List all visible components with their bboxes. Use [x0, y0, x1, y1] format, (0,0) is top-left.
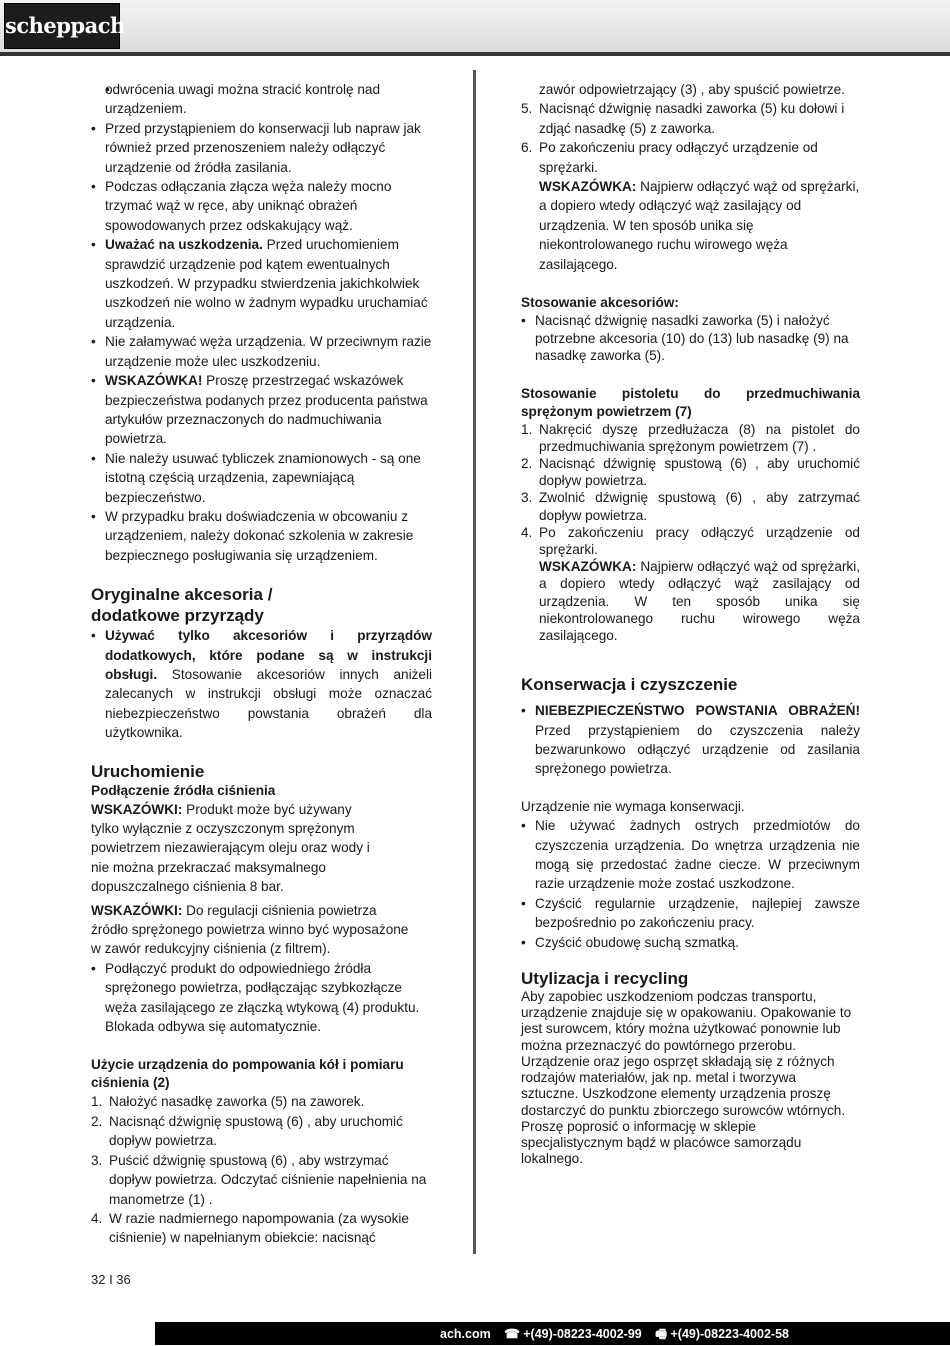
source-heading: Podłączenie źródła ciśnienia: [91, 782, 276, 798]
list-item: • Podczas odłączania złącza węża należy mocno trzymać wąż w ręce, aby uniknąć obrażeń spowodowanych przez odskakujący wąż.: [91, 177, 432, 235]
footer-website[interactable]: ach.com: [440, 1327, 491, 1341]
step-item: 6. Po zakończeniu pracy odłączyć urządzenie od sprężarki.: [521, 138, 860, 177]
gun-note: WSKAZÓWKA: Najpierw odłączyć wąż od sprężarki, a dopiero wtedy odłączyć wąż zasilający od urządzenia. W ten sposób unika się niekontrolowanego ruchu wirowego węża zasilającego.: [539, 559, 860, 643]
list-item: • Nacisnąć dźwignię nasadki zaworka (5) i nałożyć potrzebne akcesoria (10) do (13) lub nasadkę (9) na nasadkę zaworka (5).: [521, 312, 860, 365]
list-item: • Czyścić regularnie urządzenie, najlepiej zawsze bezpośrednio po zakończeniu pracy.: [521, 894, 860, 933]
list-item: • Czyścić obudowę suchą szmatką.: [521, 933, 860, 952]
tyres-steps-continued: [521, 99, 860, 177]
footer-phone: ☎ +(49)-08223-4002-99: [504, 1327, 642, 1341]
safety-list-2: [91, 119, 432, 565]
accessories-heading: Oryginalne akcesoria / dodatkowe przyrządy: [91, 585, 273, 626]
gun-heading: Stosowanie pistoletu do przedmuchiwania sprężonym powietrzem (7): [521, 385, 860, 419]
step-item: 2. Nacisnąć dźwignię spustową (6) , aby uruchomić dopływ powietrza.: [521, 455, 860, 489]
list-item: • WSKAZÓWKA! Proszę przestrzegać wskazówek bezpieczeństwa podanych przez producenta państwa artykułów przeznaczonych do nadmuchiwania powietrza.: [91, 371, 432, 449]
step-4-continued: zawór odpowietrzający (3) , aby spuścić powietrze.: [539, 82, 845, 97]
step-item: 1. Nakręcić dyszę przedłużacza (8) na pistolet do przedmuchiwania sprężonym powietrzem (7) .: [521, 421, 860, 455]
accessories-use-list: [521, 312, 860, 365]
scheppach-logo: scheppach: [4, 3, 120, 49]
accessories-list: [91, 626, 432, 742]
step-item: 3. Puścić dźwignię spustową (6) , aby wstrzymać dopływ powietrza. Odczytać ciśnienie napełnienia na manometrze (1) .: [91, 1151, 432, 1209]
list-item: • Używać tylko akcesoriów i przyrządów dodatkowych, które podane są w instrukcji obsługi. Stosowanie akcesoriów innych aniżeli zalecanych w instrukcji obsługi może oznaczać niebezpieczeństwo powstania obrażeń dla użytkownika.: [91, 626, 432, 742]
footer-fax: 🖷 +(49)-08223-4002-58: [655, 1327, 789, 1341]
maintenance-list: [521, 816, 860, 952]
tyres-heading: Użycie urządzenia do pompowania kół i pomiaru ciśnienia (2): [91, 1057, 404, 1091]
column-divider: [473, 70, 476, 1254]
safety-list: [91, 80, 432, 119]
accessories-use-heading: Stosowanie akcesoriów:: [521, 295, 679, 311]
list-item: • Nie używać żadnych ostrych przedmiotów do czyszczenia urządzenia. Do wnętrza urządzenia nie mogą się przedostać żadne ciecze. W przeciwnym razie urządzenie może zostać uszkodzone.: [521, 816, 860, 894]
note-1: WSKAZÓWKI: Produkt może być używany tylko wyłącznie z oczyszczonym sprężonym powietrzem niezawierającym oleju oraz wody i nie można przekraczać maksymalnego dopuszczalnego ciśnienia 8 bar.: [91, 801, 370, 895]
list-item: • Nie załamywać węża urządzenia. W przeciwnym razie urządzenie może ulec uszkodzeniu.: [91, 332, 432, 371]
step-item: 4. Po zakończeniu pracy odłączyć urządzenie od sprężarki.: [521, 524, 860, 558]
connect-list: [91, 959, 432, 1037]
gun-steps: [521, 421, 860, 559]
list-item: • Uważać na uszkodzenia. Przed uruchomieniem sprawdzić urządzenie pod kątem ewentualnych uszkodzeń. W przypadku stwierdzenia jakichkolwiek uszkodzeń nie wolno w żadnym wypadku uruchamiać urządzenia.: [91, 235, 432, 332]
step-item: 4. W razie nadmiernego napompowania (za wysokie ciśnienie) w napełnianym obiekcie: nacisnąć: [91, 1209, 432, 1248]
disposal-heading: Utylizacja i recycling: [521, 969, 689, 989]
footer-blank: [0, 1322, 155, 1345]
start-heading: Uruchomienie: [91, 761, 205, 781]
step-6-note: WSKAZÓWKA: Najpierw odłączyć wąż od sprężarki, a dopiero wtedy odłączyć wąż zasilający od urządzenia. W ten sposób unika się niekontrolowanego ruchu wirowego węża zasilającego.: [539, 179, 860, 272]
header-rule: [0, 52, 950, 56]
maintenance-heading: Konserwacja i czyszczenie: [521, 675, 738, 695]
note-2: WSKAZÓWKI: Do regulacji ciśnienia powietrza źródło sprężonego powietrza winno być wyposażone w zawór redukcyjny ciśnienia (z filtrem).: [91, 902, 409, 957]
right-column: [521, 80, 860, 1167]
tyres-steps: [91, 1092, 432, 1247]
list-item: • W przypadku braku doświadczenia w obcowaniu z urządzeniem, należy dokonać szkolenia w zakresie bezpiecznego posługiwania się urządzeniem.: [91, 507, 432, 565]
no-maintenance: Urządzenie nie wymaga konserwacji.: [521, 798, 745, 814]
header-bar: [0, 0, 950, 52]
step-item: 3. Zwolnić dźwignię spustową (6) , aby zatrzymać dopływ powietrza.: [521, 489, 860, 523]
page-number: 32 I 36: [91, 1272, 131, 1287]
left-column: [91, 80, 432, 1248]
step-item: 2. Nacisnąć dźwignię spustową (6) , aby uruchomić dopływ powietrza.: [91, 1112, 432, 1151]
list-item: • Podłączyć produkt do odpowiedniego źródła sprężonego powietrza, podłączając szybkozłącze węża zasilającego ze złączką wtykową (4) produktu. Blokada odbywa się automatycznie.: [91, 959, 432, 1037]
list-item: • NIEBEZPIECZEŃSTWO POWSTANIA OBRAŻEŃ! Przed przystąpieniem do czyszczenia należy bezwarunkowo odłączyć urządzenie od zasilania sprężonego powietrza.: [521, 701, 860, 779]
danger-list: [521, 701, 860, 779]
disposal-text: Aby zapobiec uszkodzeniom podczas transportu, urządzenie znajduje się w opakowaniu. Opakowanie to jest surowcem, który można użytkować ponownie lub można przeznaczyć do powtórnego przerobu. Urządzenie oraz jego osprzęt składają się z różnych rodzajów materiałów, jak np. metal i tworzywa sztuczne. Uszkodzone elementy urządzenia proszę dostarczyć do punktu zbiorczego surowców wtórnych. Proszę poprosić o informację w sklepie specjalistycznym bądź w placówce samorządu lokalnego.: [521, 989, 852, 1167]
list-item: • Przed przystąpieniem do konserwacji lub napraw jak również przed przenoszeniem należy odłączyć urządzenie od źródła zasilania.: [91, 119, 432, 177]
step-item: 1. Nałożyć nasadkę zaworka (5) na zaworek.: [91, 1092, 432, 1111]
list-item: • Nie należy usuwać tybliczek znamionowych - są one istotną częścią urządzenia, zapewniającą bezpieczeństwo.: [91, 449, 432, 507]
list-item: • odwrócenia uwagi można stracić kontrolę nad urządzeniem.: [105, 80, 432, 119]
footer-contact: [440, 1325, 799, 1346]
step-item: 5. Nacisnąć dźwignię nasadki zaworka (5) ku dołowi i zdjąć nasadkę (5) z zaworka.: [521, 99, 860, 138]
